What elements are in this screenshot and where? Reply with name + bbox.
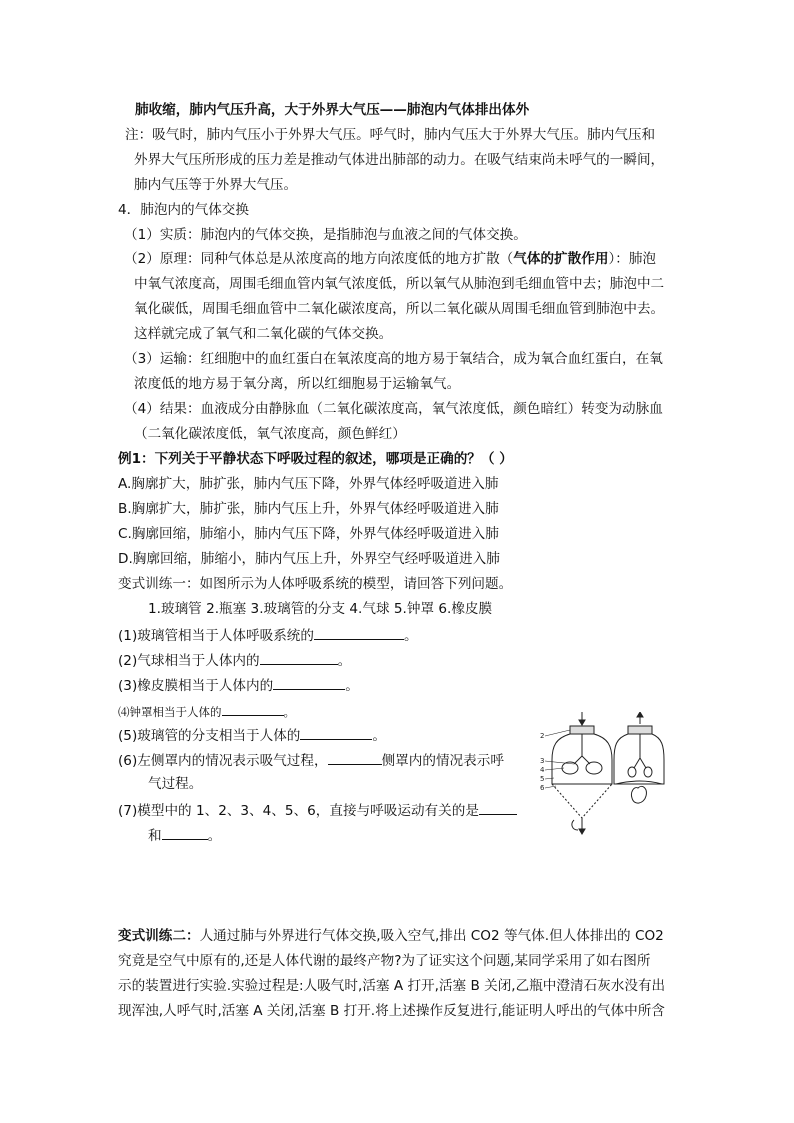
question-6 [118,750,504,770]
q7-blank-2[interactable] [162,825,208,840]
question-4 [118,701,295,721]
right-bell-jar [614,712,664,803]
left-bell-jar [552,712,612,834]
figure-number-labels [540,732,545,792]
result-line-2: （二氧化碳浓度低，氧气浓度高，颜色鲜红） [134,426,406,442]
question-5 [118,725,386,745]
q7-text-a: (7)模型中的 1、2、3、4、5、6，直接与呼吸运动有关的是 [118,803,479,819]
example1-question [118,450,513,468]
q5-blank[interactable] [300,725,372,740]
training2-label: 变式训练二： [118,928,200,944]
principle-line-3: 氧化碳低，周围毛细血管中二氧化碳浓度高，所以二氧化碳从周围毛细血管到肺泡中去。 [134,301,665,317]
section-heading: 肺收缩，肺内气压升高，大于外界大气压——肺泡内气体排出体外 [135,102,530,118]
training1-legend: 1.玻璃管 2.瓶塞 3.玻璃管的分支 4.气球 5.钟罩 6.橡皮膜 [148,601,493,617]
q1-text: (1)玻璃管相当于人体呼吸系统的 [118,628,314,644]
principle-text-a: （2）原理：同种气体总是从浓度高的地方向浓度低的地方扩散（ [124,251,514,267]
result-line-1: （4）结果：血液成分由静脉血（二氧化碳浓度高，氧气浓度低，颜色暗红）转变为动脉血 [124,401,663,417]
question-2 [118,650,351,670]
question-7-cont [148,825,221,845]
training1-intro: 变式训练一：如图所示为人体呼吸系统的模型，请回答下列问题。 [118,576,513,592]
section4-title: 4．肺泡内的气体交换 [118,202,249,218]
q1-end: 。 [403,628,418,644]
transport-line-1: （3）运输：红细胞中的血红蛋白在氧浓度高的地方易于氧结合，成为氧合血红蛋白，在氧 [124,351,663,367]
q2-end: 。 [337,653,352,669]
q5-text: (5)玻璃管的分支相当于人体的 [118,728,301,744]
q6-text-a: (6)左侧罩内的情况表示吸气过程， [118,753,328,769]
principle-line-1 [124,250,656,268]
q3-text: (3)橡皮膜相当于人体内的 [118,678,274,694]
q1-blank[interactable] [314,625,404,640]
question-1 [118,625,418,645]
question-6-cont: 气过程。 [148,776,203,792]
question-3 [118,675,359,695]
example1-text: 例1：下列关于平静状态下呼吸过程的叙述，哪项是正确的？（ ） [118,451,513,467]
principle-highlight: 气体的扩散作用 [513,251,609,267]
note-line-3: 肺内气压等于外界大气压。 [134,177,298,193]
label-3: 3 [540,757,545,765]
note-line-2: 外界大气压所形成的压力差是推动气体进出肺部的动力。在吸气结束尚未呼气的一瞬间， [134,152,665,168]
bell-jar-model-figure [534,712,666,838]
label-4: 4 [540,766,545,774]
option-d: D.胸廓回缩，肺缩小，肺内气压上升，外界空气经呼吸道进入肺 [118,551,500,567]
training2-line-1 [118,927,664,945]
training2-line-2: 究竟是空气中原有的,还是人体代谢的最终产物?为了证实这个问题,某同学采用了如右图所 [118,953,651,969]
label-5: 5 [540,775,545,783]
training2-text-1: 人通过肺与外界进行气体交换,吸入空气,排出 CO2 等气体.但人体排出的 CO2 [199,928,664,944]
principle-line-4: 这样就完成了氧气和二氧化碳的气体交换。 [134,326,393,342]
label-2: 2 [540,732,545,740]
label-6: 6 [540,784,545,792]
q7-text-b: 和 [148,828,162,844]
q4-blank[interactable] [222,701,284,716]
training2-line-4: 现浑浊,人呼气时,活塞 A 关闭,活塞 B 打开.将上述操作反复进行,能证明人呼出的气体中所含 [118,1003,665,1019]
q5-end: 。 [372,728,386,744]
option-b: B.胸廓扩大，肺扩张，肺内气压上升，外界气体经呼吸道进入肺 [118,501,499,517]
option-c: C.胸廓回缩，肺缩小，肺内气压下降，外界气体经呼吸道进入肺 [118,526,499,542]
principle-line-2: 中氧气浓度高，周围毛细血管内氧气浓度低，所以氧气从肺泡到毛细血管中去；肺泡中二 [134,276,665,292]
q7-blank-1[interactable] [479,800,517,815]
q6-blank[interactable] [328,750,382,765]
note-line-1: 注：吸气时，肺内气压小于外界大气压。呼气时，肺内气压大于外界大气压。肺内气压和 [125,127,656,143]
principle-text-c: ）：肺泡 [608,251,657,267]
q7-end: 。 [207,828,222,844]
q2-blank[interactable] [260,650,338,665]
essence-line: （1）实质：肺泡内的气体交换，是指肺泡与血液之间的气体交换。 [124,227,527,243]
question-7 [118,800,517,820]
q4-end: 。 [283,705,295,719]
q4-text: ⑷钟罩相当于人体的 [118,705,222,719]
transport-line-2: 浓度低的地方易于氧分离，所以红细胞易于运输氧气。 [134,376,461,392]
option-a: A.胸廓扩大，肺扩张，肺内气压下降，外界气体经呼吸道进入肺 [118,476,499,492]
q3-blank[interactable] [273,675,345,690]
q2-text: (2)气球相当于人体内的 [118,653,260,669]
q3-end: 。 [345,678,359,694]
q6-text-b: 侧罩内的情况表示呼 [381,753,504,769]
training2-line-3: 示的装置进行实验.实验过程是:人吸气时,活塞 A 打开,活塞 B 关闭,乙瓶中澄清石灰水没有出 [118,978,666,994]
